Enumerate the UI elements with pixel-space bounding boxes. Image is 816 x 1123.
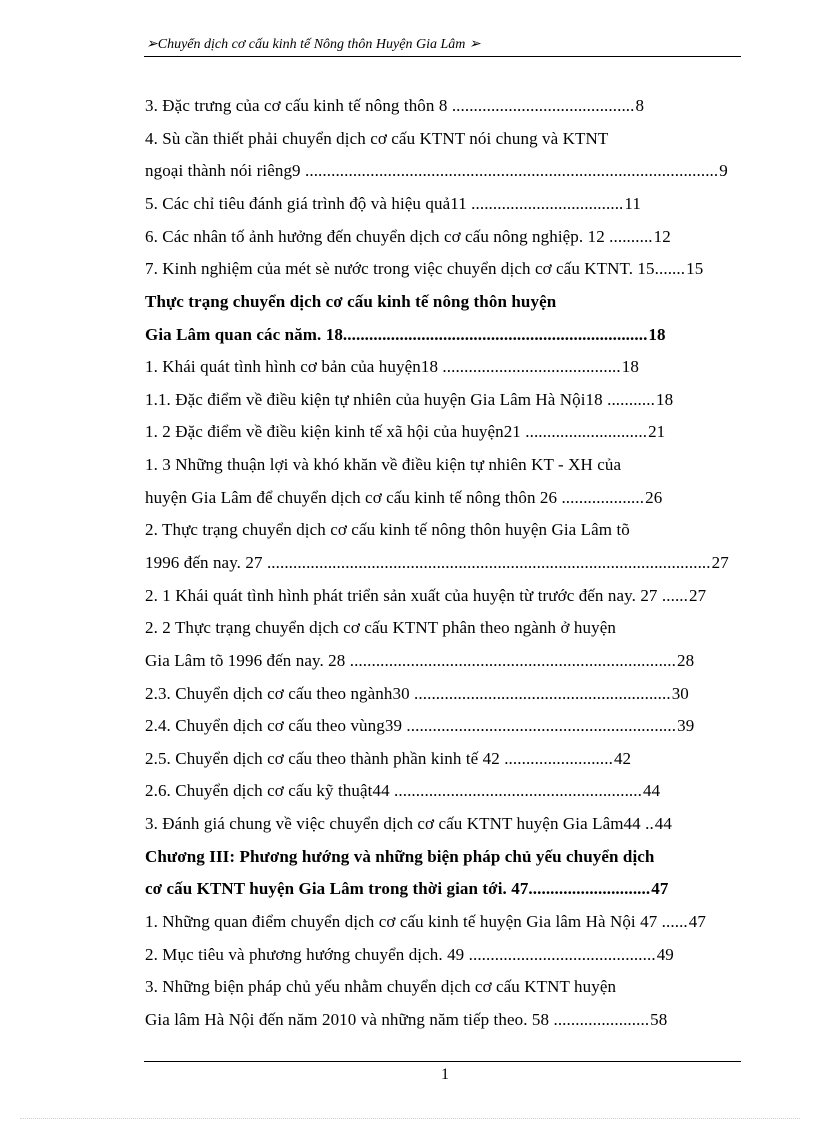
toc-entry-page: 18 bbox=[621, 357, 639, 377]
toc-entry-leader: ........................................................................... bbox=[349, 650, 676, 670]
toc-entry bbox=[145, 129, 609, 149]
toc-entry bbox=[145, 357, 639, 377]
toc-entry-title: Gia Lâm quan các năm. 18 bbox=[145, 324, 343, 344]
toc-entry-title: Gia lâm Hà Nội đến năm 2010 và những năm tiếp theo. 58 bbox=[145, 1009, 554, 1029]
toc-entry-title: 1. 2 Đặc điểm về điều kiện kinh tế xã hội của huyện21 bbox=[145, 422, 526, 442]
toc-entry-page: 9 bbox=[719, 161, 728, 181]
toc-entry-leader: ........................................................... bbox=[414, 683, 671, 703]
toc-entry-leader: ....... bbox=[654, 259, 686, 279]
toc-entry-title: 1. Khái quát tình hình cơ bản của huyện18 bbox=[145, 357, 443, 377]
toc-entry-title: 1996 đến nay. 27 bbox=[145, 553, 267, 572]
toc-entry-title: 2.6. Chuyển dịch cơ cấu kỹ thuật44 bbox=[145, 781, 395, 801]
toc-entry-leader: ........................................... bbox=[468, 944, 656, 964]
toc-entry bbox=[145, 325, 666, 345]
toc-entry-leader: ............................................................................................... bbox=[305, 161, 719, 181]
toc-entry-leader: ...... bbox=[661, 912, 688, 931]
page-number: 1 bbox=[441, 1066, 449, 1083]
toc-entry-leader: .............................................................. bbox=[406, 716, 677, 736]
toc-entry-leader: .. bbox=[645, 814, 654, 834]
toc-entry-title: cơ cấu KTNT huyện Gia Lâm trong thời gian tới. 47 bbox=[145, 879, 529, 899]
toc-entry bbox=[145, 1010, 667, 1030]
toc-entry-title: 4. Sù cần thiết phải chuyển dịch cơ cấu KTNT nói chung và KTNT bbox=[145, 128, 609, 148]
toc-entry bbox=[145, 161, 728, 181]
toc-entry-leader: ......................... bbox=[504, 748, 613, 768]
toc-entry-page: 11 bbox=[624, 193, 641, 213]
toc-entry bbox=[145, 945, 674, 965]
toc-entry bbox=[145, 422, 665, 442]
running-header: ➢Chuyển dịch cơ cấu kinh tế Nông thôn Huyện Gia Lâm ➢ bbox=[146, 37, 481, 52]
toc-entry-leader: ................... bbox=[561, 487, 645, 507]
toc-entry-leader: ........... bbox=[607, 389, 655, 409]
toc-entry-leader: ............................ bbox=[528, 879, 651, 899]
toc-entry-page: 12 bbox=[653, 226, 671, 246]
toc-entry-leader: .......................................... bbox=[451, 96, 635, 115]
toc-entry bbox=[145, 553, 729, 573]
toc-entry bbox=[145, 618, 617, 638]
toc-entry bbox=[145, 716, 694, 736]
toc-entry-leader: ......................................... bbox=[442, 357, 621, 377]
toc-entry-title: Thực trạng chuyển dịch cơ cấu kinh tế nông thôn huyện bbox=[145, 291, 557, 311]
toc-entry-title: 1. Những quan điểm chuyển dịch cơ cấu kinh tế huyện Gia lâm Hà Nội 47 bbox=[145, 912, 662, 931]
toc-entry-title: 7. Kinh nghiệm của mét sè nước trong việc chuyển dịch cơ cấu KTNT. 15 bbox=[145, 259, 655, 279]
toc-entry bbox=[145, 684, 689, 704]
toc-entry-page: 26 bbox=[645, 487, 663, 507]
toc-entry bbox=[145, 847, 656, 867]
toc-entry bbox=[145, 292, 557, 312]
toc-entry-leader: ......................................................... bbox=[394, 781, 642, 801]
toc-entry-title: huyện Gia Lâm để chuyển dịch cơ cấu kinh tế nông thôn 26 bbox=[145, 487, 562, 507]
toc-entry-title: 2.5. Chuyển dịch cơ cấu theo thành phần kinh tế 42 bbox=[145, 748, 505, 768]
toc-entry bbox=[145, 749, 631, 769]
toc-entry-page: 27 bbox=[689, 585, 707, 605]
page-bottom-edge bbox=[20, 1118, 800, 1119]
toc-entry-page: 49 bbox=[656, 944, 674, 964]
toc-entry-page: 15 bbox=[686, 259, 704, 279]
footer-divider bbox=[144, 1061, 741, 1062]
toc-entry-title: 6. Các nhân tố ảnh hưởng đến chuyển dịch cơ cấu nông nghiệp. 12 bbox=[145, 226, 610, 246]
toc-entry bbox=[145, 259, 703, 279]
toc-entry-leader: ...................................................................................................... bbox=[266, 553, 711, 572]
toc-entry-title: 2.4. Chuyển dịch cơ cấu theo vùng39 bbox=[145, 716, 407, 736]
toc-entry-page: 58 bbox=[650, 1009, 668, 1029]
toc-entry-title: 1. 3 Những thuận lợi và khó khăn về điều kiện tự nhiên KT - XH của bbox=[145, 455, 622, 474]
toc-entry bbox=[145, 781, 660, 801]
toc-entry-page: 28 bbox=[676, 650, 695, 670]
toc-entry-page: 27 bbox=[711, 553, 729, 572]
toc-entry-page: 42 bbox=[613, 748, 632, 768]
toc-entry-title: 2. 1 Khái quát tình hình phát triển sản xuất của huyện từ trước đến nay. 27 bbox=[145, 585, 662, 605]
toc-entry-leader: ................................... bbox=[471, 193, 624, 213]
toc-entry bbox=[145, 977, 617, 997]
toc-entry-leader: ...................... bbox=[553, 1009, 650, 1029]
toc-entry-title: 2.3. Chuyển dịch cơ cấu theo ngành30 bbox=[145, 683, 415, 703]
toc-entry bbox=[145, 912, 706, 932]
toc-entry bbox=[145, 488, 662, 508]
toc-entry bbox=[145, 651, 694, 671]
toc-entry-page: 44 bbox=[654, 814, 672, 834]
toc-entry-page: 18 bbox=[648, 324, 666, 344]
toc-entry-page: 47 bbox=[688, 912, 706, 931]
toc-entry-title: 3. Những biện pháp chủ yếu nhằm chuyển dịch cơ cấu KTNT huyện bbox=[145, 977, 617, 997]
toc-entry-title: 2. Thực trạng chuyển dịch cơ cấu kinh tế nông thôn huyện Gia Lâm tõ bbox=[145, 520, 630, 540]
toc-entry bbox=[145, 520, 631, 540]
toc-entry bbox=[145, 879, 668, 899]
toc-entry-page: 18 bbox=[655, 389, 674, 409]
toc-entry bbox=[145, 194, 641, 214]
toc-entry-page: 21 bbox=[648, 422, 666, 442]
toc-entry-title: 1.1. Đặc điểm về điều kiện tự nhiên của huyện Gia Lâm Hà Nội18 bbox=[145, 389, 608, 409]
toc-entry-leader: ............................ bbox=[525, 422, 648, 442]
toc-entry bbox=[145, 455, 622, 475]
toc-entry bbox=[145, 586, 706, 606]
toc-entry bbox=[145, 227, 671, 247]
toc-entry-page: 8 bbox=[635, 96, 645, 115]
toc-entry-title: 3. Đặc trưng của cơ cấu kinh tế nông thôn 8 bbox=[145, 96, 452, 115]
toc-entry-leader: ...................................................................... bbox=[342, 324, 648, 344]
toc-entry-page: 39 bbox=[677, 716, 695, 736]
toc-entry bbox=[145, 390, 673, 410]
toc-entry-leader: .......... bbox=[609, 226, 653, 246]
toc-entry-title: ngoại thành nói riêng9 bbox=[145, 161, 305, 181]
toc-entry-leader: ...... bbox=[661, 585, 688, 605]
toc-entry bbox=[145, 96, 644, 116]
toc-entry-title: 2. 2 Thực trạng chuyển dịch cơ cấu KTNT phân theo ngành ở huyện bbox=[145, 618, 616, 638]
toc-entry-title: Gia Lâm tõ 1996 đến nay. 28 bbox=[145, 650, 350, 670]
toc-entry-title: 3. Đánh giá chung về việc chuyển dịch cơ cấu KTNT huyện Gia Lâm44 bbox=[145, 814, 646, 834]
header-divider bbox=[144, 56, 741, 57]
toc-entry-page: 44 bbox=[642, 781, 661, 801]
toc-entry-page: 30 bbox=[671, 683, 689, 703]
toc-entry-title: 5. Các chỉ tiêu đánh giá trình độ và hiệu quả11 bbox=[145, 193, 472, 213]
toc-entry-title: 2. Mục tiêu và phương hướng chuyển dịch. 49 bbox=[145, 944, 469, 964]
toc-entry-page: 47 bbox=[651, 879, 669, 899]
toc-entry bbox=[145, 814, 672, 834]
toc-entry-title: Chương III: Phương hướng và những biện pháp chủ yếu chuyển dịch bbox=[145, 846, 655, 866]
